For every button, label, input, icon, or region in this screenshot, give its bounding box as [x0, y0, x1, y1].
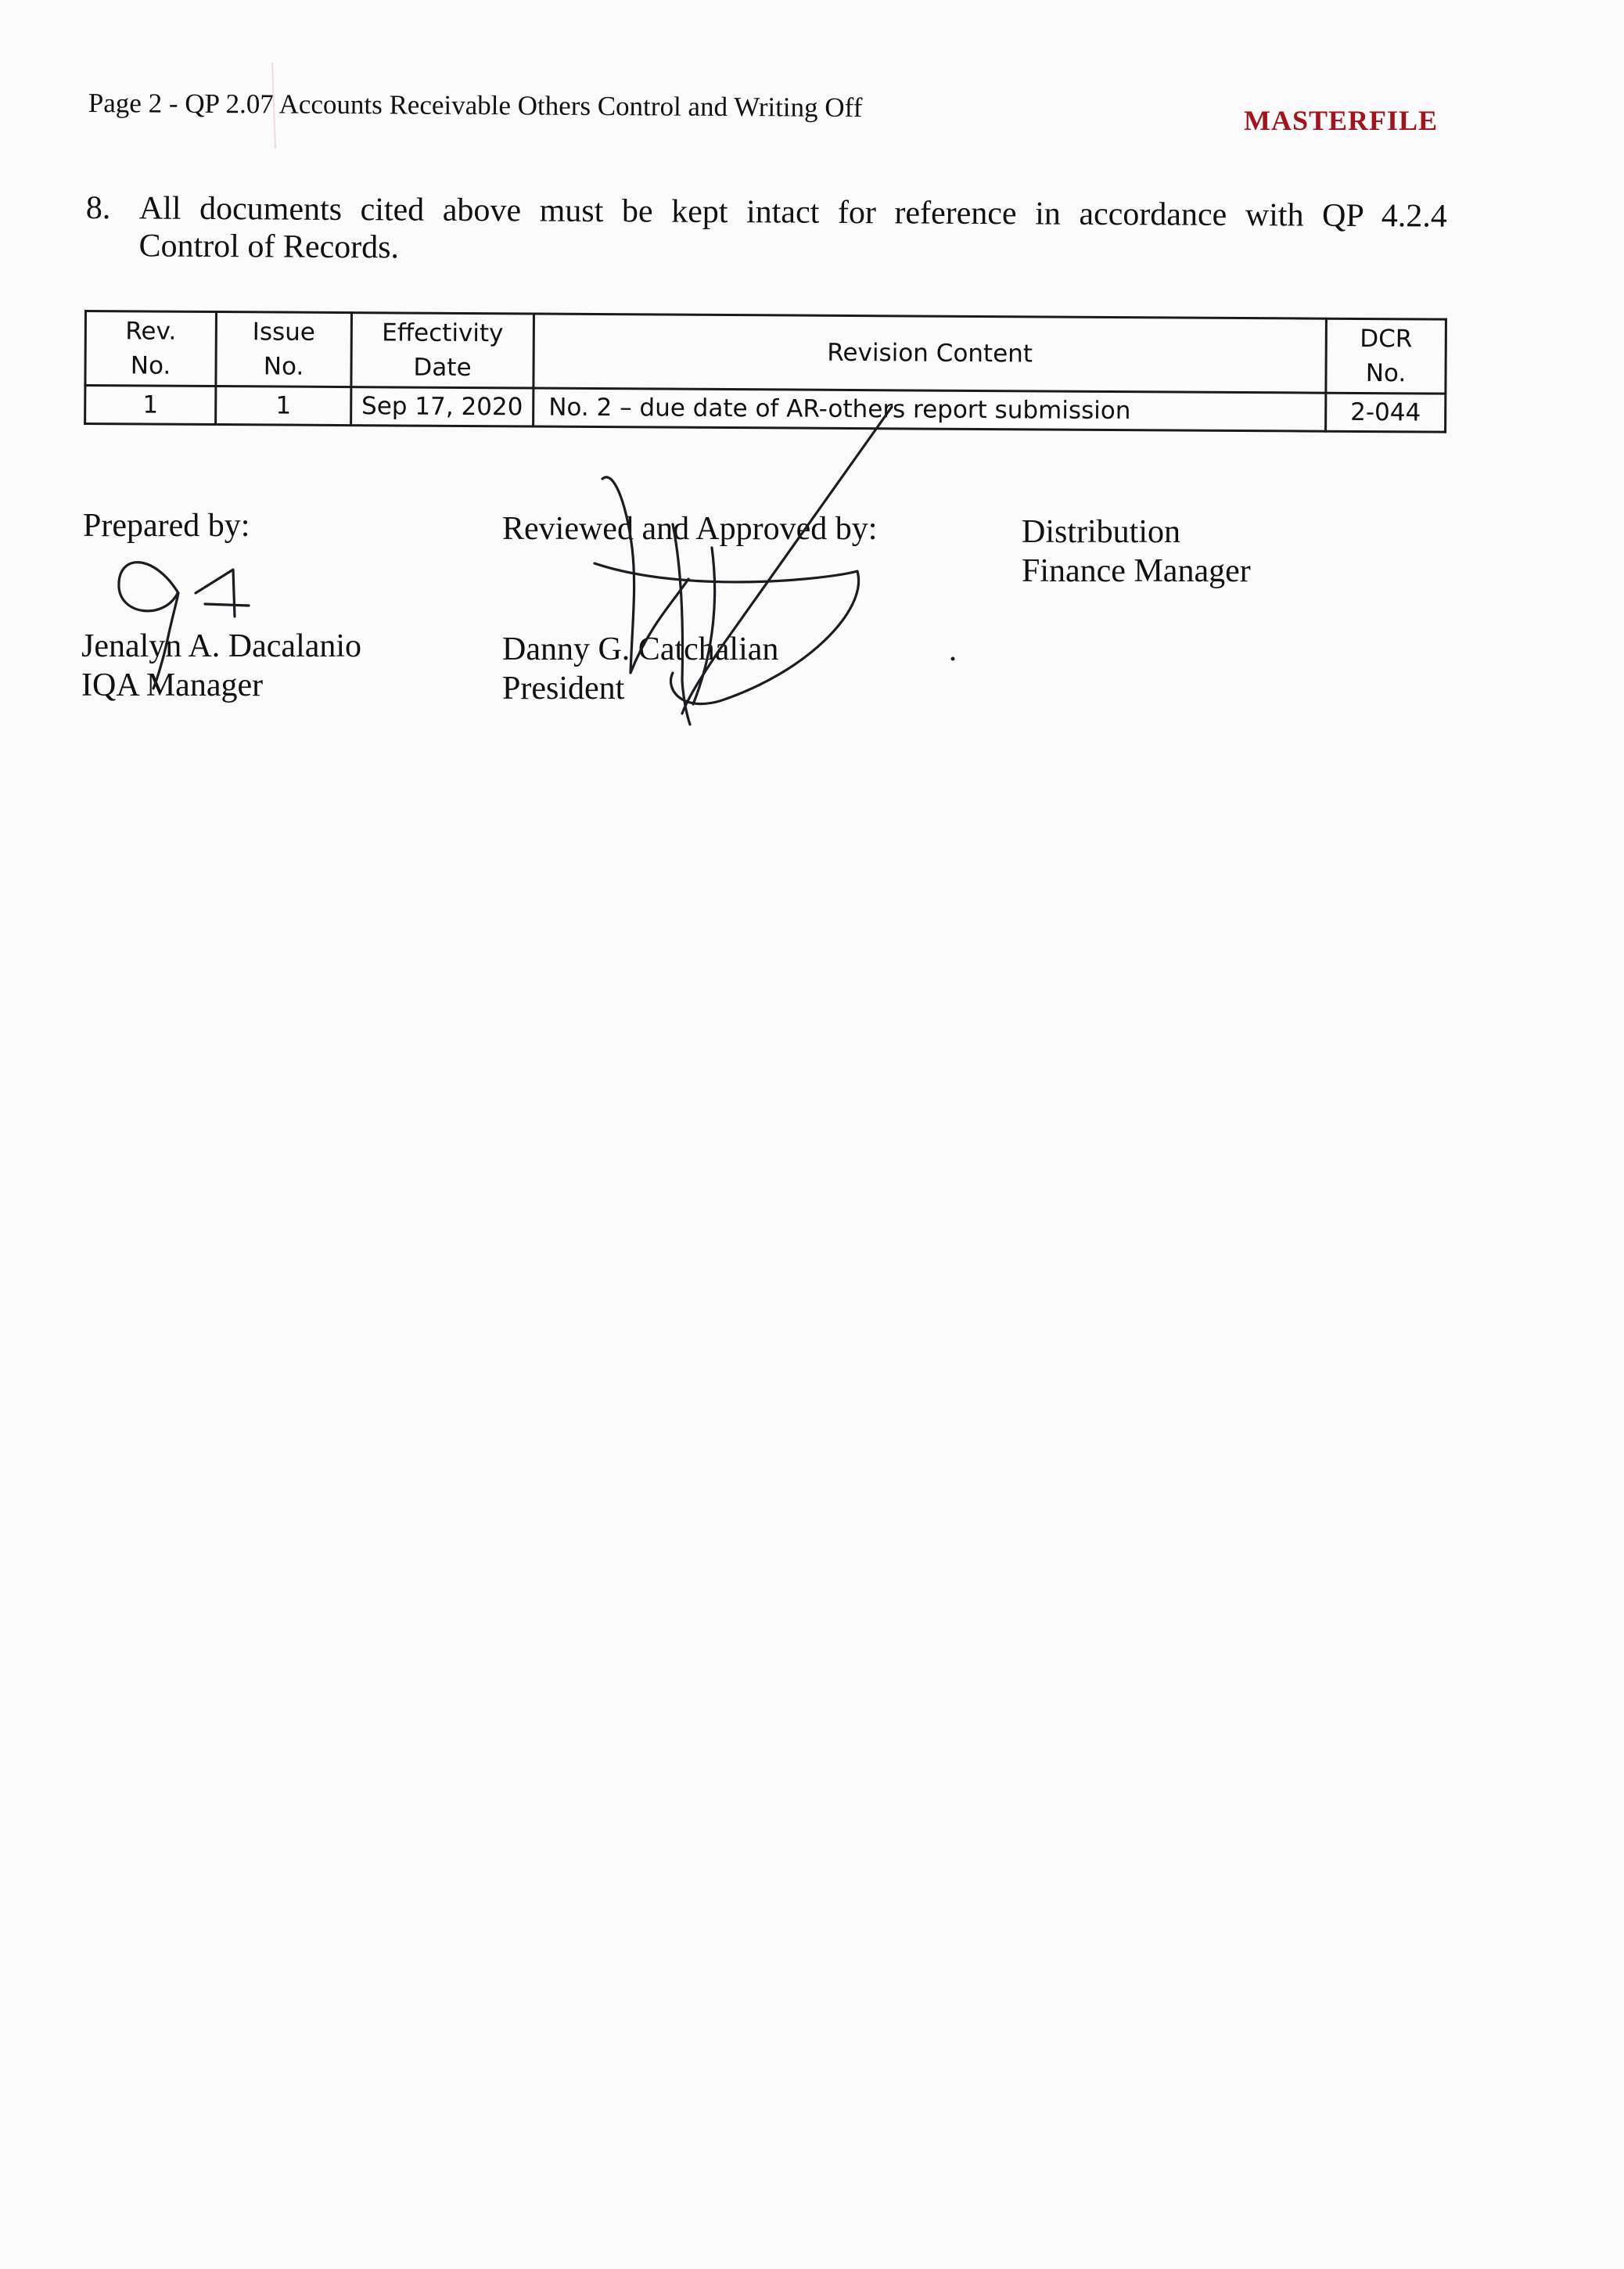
header-issue-no-line1: Issue — [252, 318, 316, 347]
item-text-line-2: Control of Records. — [138, 228, 400, 266]
header-rev-no-line1: Rev. — [125, 317, 177, 346]
approved-signature-tail — [693, 548, 715, 704]
item-text-line-1: All documents cited above must be kept intact for reference in accordance with QP 4.2.4 — [138, 190, 1447, 235]
prepared-by-label: Prepared by: — [83, 508, 250, 544]
header-date-line2: Date — [413, 353, 472, 383]
cell-revision-content: No. 2 – due date of AR-others report submission — [534, 388, 1326, 431]
cell-issue-no: 1 — [216, 387, 351, 426]
header-rev-no — [85, 311, 217, 387]
distribution-recipient: Finance Manager — [1022, 553, 1251, 589]
header-issue-no — [216, 312, 352, 387]
revision-table-header-row — [85, 311, 1446, 394]
header-date-line1: Effectivity — [382, 318, 504, 348]
numbered-item-8 — [85, 189, 1447, 266]
header-dcr-no — [1326, 318, 1446, 394]
approved-signature-stroke-2 — [673, 524, 690, 725]
distribution-label: Distribution — [1022, 514, 1181, 550]
header-effectivity-date — [351, 313, 534, 388]
header-dcr-line2: No. — [1365, 359, 1407, 388]
header-revision-content: Revision Content — [534, 314, 1327, 393]
approved-by-label: Reviewed and Approved by: — [502, 511, 878, 547]
cell-dcr-no: 2-044 — [1326, 393, 1446, 432]
approved-by-title: President — [502, 671, 625, 707]
header-dcr-line1: DCR — [1360, 324, 1413, 354]
prepared-by-name: Jenalyn A. Dacalanio — [81, 628, 362, 664]
revision-table — [84, 310, 1447, 433]
cell-rev-no: 1 — [85, 386, 216, 425]
header-issue-no-line2: No. — [263, 352, 304, 381]
table-row — [85, 386, 1446, 433]
prepared-signature-flourish — [196, 570, 249, 617]
cell-effectivity-date: Sep 17, 2020 — [351, 387, 534, 426]
ink-speck — [951, 657, 955, 661]
item-number: 8. — [85, 189, 111, 227]
approved-by-name: Danny G. Catchalian — [502, 631, 779, 667]
header-rev-no-line2: No. — [130, 351, 171, 380]
masterfile-stamp: MASTERFILE — [1244, 105, 1439, 136]
page-header-title: Page 2 - QP 2.07 Accounts Receivable Others Control and Writing Off — [88, 88, 863, 124]
prepared-by-title: IQA Manager — [81, 667, 264, 703]
